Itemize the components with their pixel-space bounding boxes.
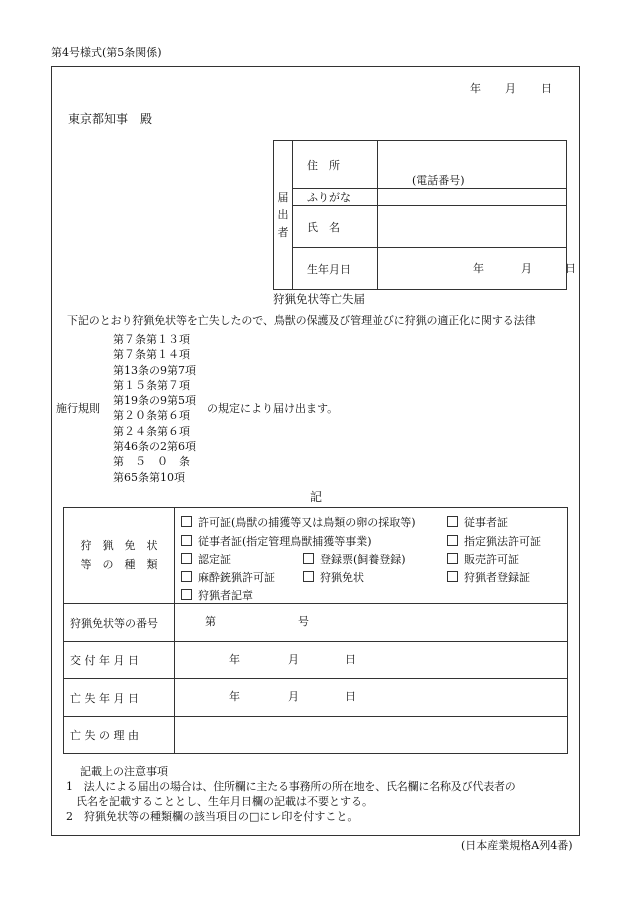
reason-field[interactable] [175, 717, 568, 754]
option-checkbox[interactable]: 狩猟者記章 [181, 589, 253, 601]
reason-label: 亡 失 の 理 由 [64, 717, 175, 754]
name-label: 氏 名 [293, 206, 378, 248]
number-prefix: 第 [205, 615, 216, 628]
issue-day: 日 [345, 653, 356, 666]
option-checkbox[interactable]: 狩猟免状 [303, 571, 364, 583]
name-field[interactable] [378, 206, 567, 248]
type-label: 狩 猟 免 状 等 の 種 類 [64, 508, 175, 604]
phone-label: (電話番号) [412, 174, 465, 187]
birth-day: 日 [565, 262, 576, 275]
birth-label: 生年月日 [293, 248, 378, 290]
checkbox-icon[interactable] [303, 553, 314, 564]
checkbox-icon[interactable] [181, 571, 192, 582]
intro-text: 下記のとおり狩猟免状等を亡失したので、鳥獣の保護及び管理並びに狩猟の適正化に関する法律 [67, 314, 536, 327]
note-line: 2 狩猟免状等の種類欄の該当項目の□にレ印を付すこと。 [66, 810, 359, 823]
law-item: 第２４条第６項 [113, 424, 190, 438]
checkbox-icon[interactable] [303, 571, 314, 582]
furigana-field[interactable] [378, 189, 567, 206]
checkbox-icon[interactable] [181, 516, 192, 527]
notifier-table [273, 140, 576, 290]
option-checkbox[interactable]: 登録票(飼養登録) [303, 553, 406, 565]
law-item: 第 ５ ０ 条 [113, 455, 190, 469]
birth-year: 年 [473, 262, 484, 275]
law-item: 第２０条第６項 [113, 409, 190, 423]
type-options [175, 508, 568, 604]
issue-month: 月 [288, 653, 299, 666]
law-item: 第７条第１３項 [113, 333, 190, 346]
form-number: 第4号様式(第5条関係) [51, 46, 162, 59]
addressee: 東京都知事 殿 [68, 112, 153, 126]
option-checkbox[interactable]: 販売許可証 [447, 553, 519, 565]
date-year: 年 [470, 82, 481, 95]
law-item: 第46条の2第6項 [113, 440, 196, 454]
form-title: 狩猟免状等亡失届 [273, 292, 365, 306]
loss-day: 日 [345, 690, 356, 703]
option-checkbox[interactable]: 狩猟者登録証 [447, 571, 530, 583]
number-field[interactable] [175, 604, 568, 642]
ki-label: 記 [310, 490, 323, 504]
date-month: 月 [505, 82, 516, 95]
checkbox-icon[interactable] [447, 516, 458, 527]
checkbox-icon[interactable] [447, 553, 458, 564]
license-table [63, 507, 568, 754]
checkbox-icon[interactable] [447, 571, 458, 582]
date-day: 日 [541, 82, 552, 95]
option-checkbox[interactable]: 許可証(鳥獣の捕獲等又は鳥類の卵の採取等) [181, 516, 416, 528]
notifier-label: 届 出 者 [274, 141, 293, 290]
option-checkbox[interactable]: 認定証 [181, 553, 231, 565]
checkbox-icon[interactable] [447, 535, 458, 546]
loss-date-field[interactable] [175, 679, 568, 717]
issue-year: 年 [229, 653, 240, 666]
checkbox-icon[interactable] [181, 589, 192, 600]
law-item: 第19条の9第5項 [113, 394, 196, 408]
option-checkbox[interactable]: 従事者証 [447, 516, 508, 528]
paper-size-note: (日本産業規格A列4番) [461, 839, 573, 852]
address-field[interactable] [378, 141, 567, 189]
law-item: 第１５条第７項 [113, 378, 190, 392]
checkbox-icon[interactable] [181, 535, 192, 546]
note-line: 1 法人による届出の場合は、住所欄に主たる事務所の所在地を、氏名欄に名称及び代表者の [66, 780, 516, 793]
issue-date-field[interactable] [175, 642, 568, 679]
address-label: 住 所 [293, 141, 378, 189]
number-suffix: 号 [298, 615, 309, 628]
furigana-label: ふりがな [293, 189, 378, 206]
issue-date-label: 交 付 年 月 日 [64, 642, 175, 679]
note-line: 氏名を記載することとし、生年月日欄の記載は不要とする。 [76, 795, 373, 808]
law-item-list [113, 332, 196, 485]
birth-month: 月 [521, 262, 532, 275]
law-item: 第７条第１４項 [113, 348, 190, 362]
notes-heading: 記載上の注意事項 [80, 765, 168, 778]
loss-month: 月 [288, 690, 299, 703]
loss-date-label: 亡 失 年 月 日 [64, 679, 175, 717]
option-checkbox[interactable]: 従事者証(指定管理鳥獣捕獲等事業) [181, 535, 372, 547]
closing-text: の規定により届け出ます。 [207, 402, 339, 415]
option-checkbox[interactable]: 指定猟法許可証 [447, 535, 541, 547]
law-item: 第65条第10項 [113, 470, 185, 484]
law-item: 第13条の9第7項 [113, 363, 196, 377]
option-checkbox[interactable]: 麻酔銃猟許可証 [181, 571, 275, 583]
checkbox-icon[interactable] [181, 553, 192, 564]
number-label: 狩猟免状等の番号 [64, 604, 175, 642]
birth-field[interactable] [378, 248, 576, 290]
rule-label: 施行規則 [56, 402, 100, 415]
loss-year: 年 [229, 690, 240, 703]
